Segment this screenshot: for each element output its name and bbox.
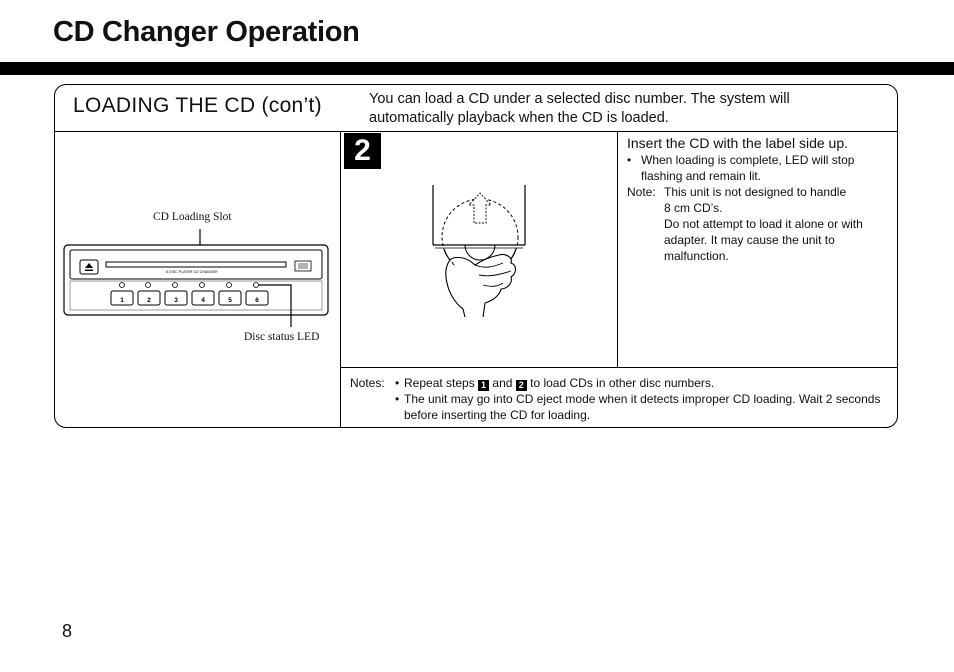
step-ref-badge: 2	[516, 380, 527, 391]
notes-item	[395, 391, 890, 423]
step-ref-badge: 1	[478, 380, 489, 391]
slot-printed-text: 6 DISC PLAYER CD CHANGER	[166, 270, 218, 274]
notes-text: and	[492, 376, 513, 390]
bullet-mark: •	[627, 153, 632, 167]
note-label: Note:	[627, 185, 656, 199]
divider	[55, 131, 897, 132]
divider	[340, 131, 341, 427]
page-title: CD Changer Operation	[53, 16, 360, 48]
disc-button-label: 4	[201, 297, 205, 304]
step-number-badge: 2	[344, 133, 381, 169]
instruction-note	[627, 184, 895, 200]
content-panel	[54, 84, 898, 428]
section-intro: You can load a CD under a selected disc number. The system will automatically playback when the CD is loaded.	[369, 91, 790, 126]
instruction-note-cont	[627, 200, 895, 216]
disc-button-label: 2	[147, 297, 151, 304]
disc-button-label: 5	[228, 297, 232, 304]
notes-text: The unit may go into CD eject mode when it detects improper CD loading. Wait 2 seconds before inserting the CD for loading.	[404, 392, 881, 422]
section-title: LOADING THE CD (con’t)	[73, 94, 322, 117]
bullet-text: When loading is complete, LED will stop flashing and remain lit.	[641, 153, 855, 183]
instruction-note-cont	[627, 216, 895, 264]
notes-label: Notes:	[350, 376, 385, 390]
bullet-mark: •	[395, 392, 400, 406]
disc-button-label: 1	[120, 297, 124, 304]
notes-block	[350, 375, 890, 423]
page-number: 8	[62, 621, 73, 641]
step-instructions	[627, 135, 895, 264]
cd-slot	[106, 262, 286, 267]
instruction-heading: Insert the CD with the label side up.	[627, 135, 849, 151]
note-line: Do not attempt to load it alone or with adapter. It may cause the unit to malfunction.	[664, 217, 863, 263]
note-line: 8 cm CD’s.	[664, 201, 723, 215]
insert-arrow-icon	[469, 193, 491, 223]
bullet-mark: •	[395, 376, 400, 390]
disc-status-led-label: Disc status LED	[244, 331, 320, 343]
cd-loading-slot-label: CD Loading Slot	[153, 211, 232, 223]
hand-icon	[446, 254, 516, 317]
notes-item	[395, 375, 890, 391]
divider	[340, 367, 897, 368]
note-line: This unit is not designed to handle	[664, 185, 847, 199]
cd-insertion-illustration	[427, 183, 537, 319]
disc-button-label: 6	[255, 297, 259, 304]
notes-text: Repeat steps	[404, 376, 475, 390]
cd-changer-diagram	[61, 223, 331, 341]
title-rule	[0, 62, 954, 75]
disc-button-label: 3	[174, 297, 178, 304]
instruction-bullet	[627, 152, 895, 184]
notes-text: to load CDs in other disc numbers.	[530, 376, 715, 390]
divider	[617, 131, 618, 367]
